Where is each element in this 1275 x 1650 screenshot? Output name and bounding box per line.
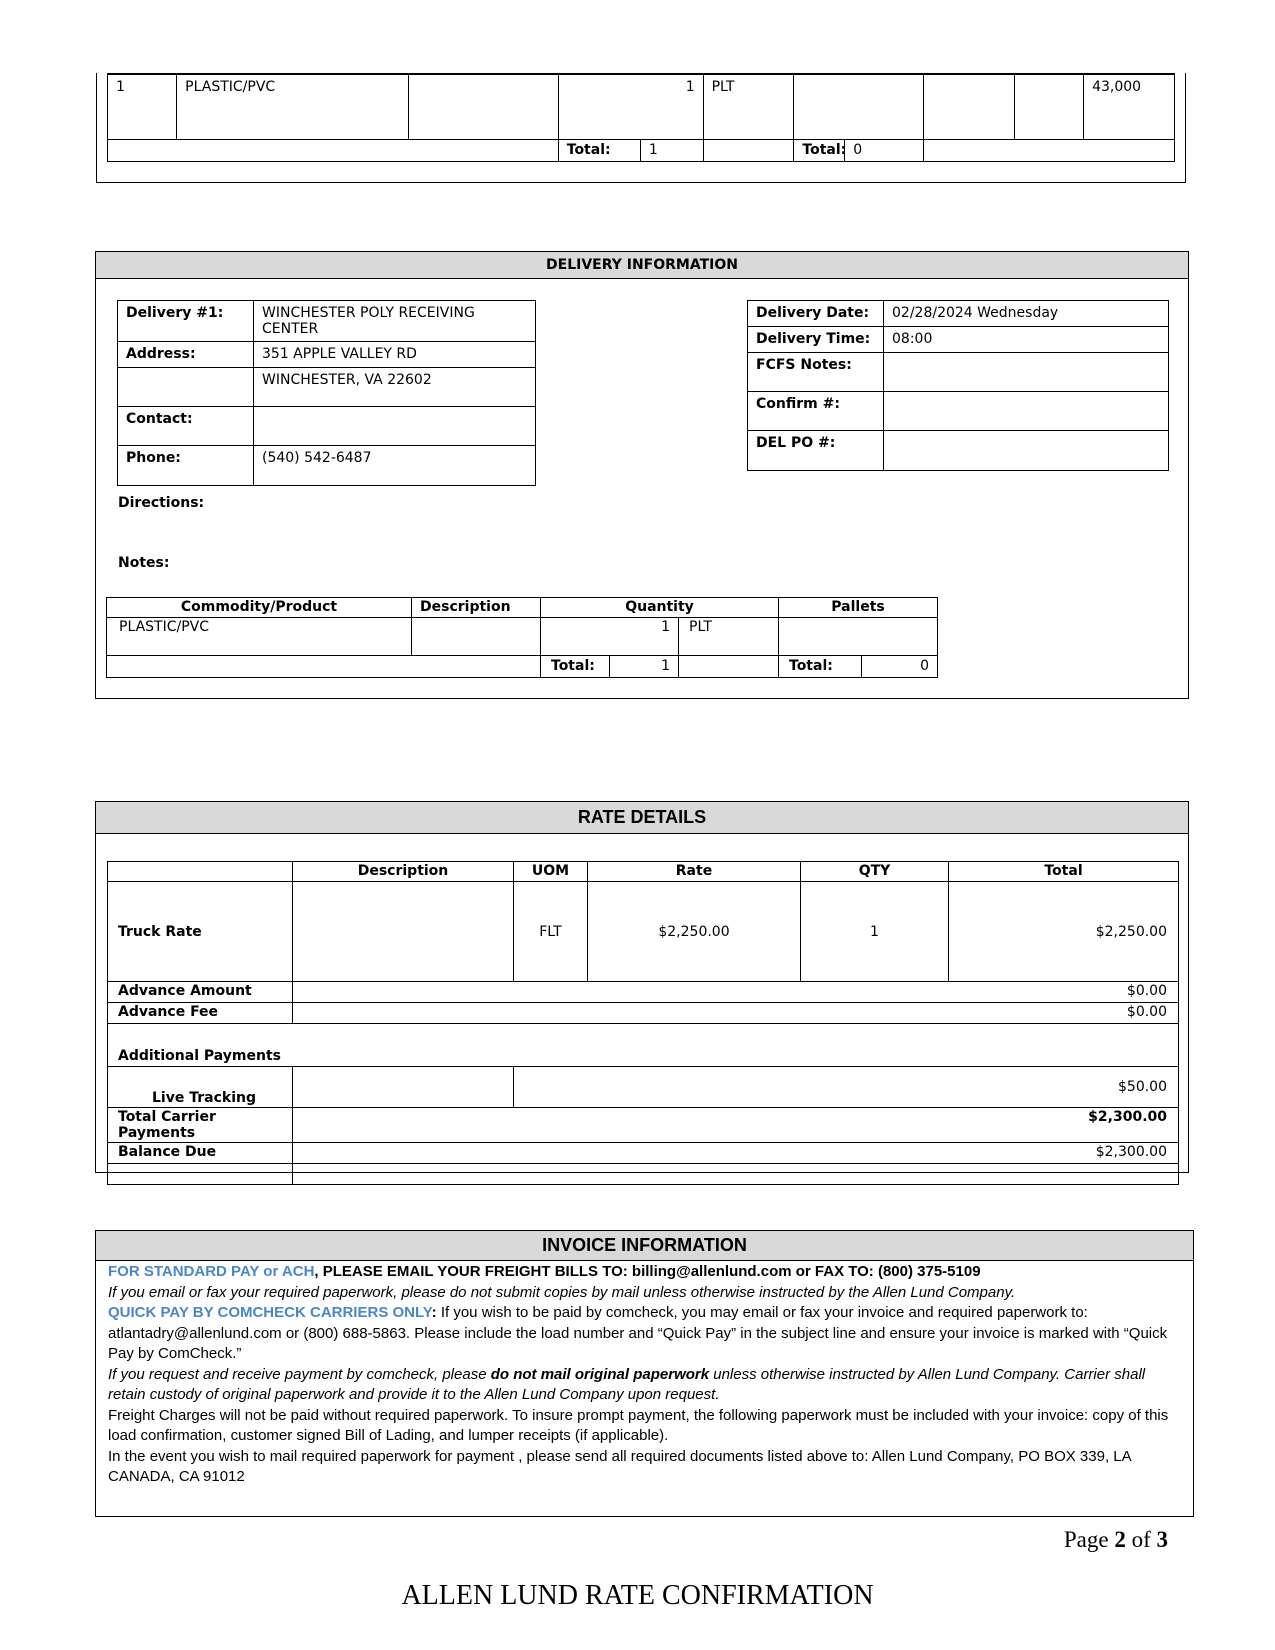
- confirm-label: Confirm #:: [748, 392, 884, 431]
- empty-cell: [118, 368, 254, 407]
- line-number: 1: [108, 74, 177, 139]
- total-carrier-value: $2,300.00: [293, 1108, 1179, 1143]
- total-value: 0: [845, 139, 924, 161]
- empty-cell: [924, 74, 1015, 139]
- page-indicator: Page 2 of 3: [1063, 1527, 1168, 1552]
- fcfs-notes-label: FCFS Notes:: [748, 353, 884, 392]
- balance-due-value: $2,300.00: [293, 1143, 1179, 1164]
- unit-cell: PLT: [679, 618, 779, 656]
- confirm-value: [884, 392, 1169, 431]
- delivery-right-table: [747, 300, 1169, 471]
- additional-payments-label: Additional Payments: [108, 1024, 1179, 1067]
- total-value: 1: [640, 139, 703, 161]
- total-value: 1: [610, 656, 679, 678]
- delivery-commodity-table: [106, 597, 938, 678]
- document-title: ALLEN LUND RATE CONFIRMATION: [401, 1580, 874, 1611]
- total-value: 0: [862, 656, 938, 678]
- balance-due-label: Balance Due: [108, 1143, 293, 1164]
- invoice-panel: [95, 1230, 1194, 1517]
- advance-fee-row: [108, 1003, 1179, 1024]
- invoice-standard-pay: FOR STANDARD PAY or ACH, PLEASE EMAIL YOUR FREIGHT BILLS TO: billing@allenlund.com or FAX TO: (800) 375-5109: [108, 1263, 981, 1280]
- invoice-header: INVOICE INFORMATION: [96, 1231, 1193, 1261]
- directions-label: Directions:: [118, 495, 205, 511]
- truck-rate-total: $2,250.00: [949, 882, 1179, 982]
- col-uom: UOM: [514, 862, 588, 882]
- col-description: Description: [293, 862, 514, 882]
- invoice-quick-pay: QUICK PAY BY COMCHECK CARRIERS ONLY: If you wish to be paid by comcheck, you may email or fax your invoice and required paperwork to: atlantadry@allenlund.com or (800) 688-5863. Please include the load number and “Quick Pay” in the subject line and ensure your invoice is marked with “Quick Pay by ComCheck.”: [108, 1304, 1168, 1362]
- empty-cell: [108, 862, 293, 882]
- rate-header-row: [108, 862, 1179, 882]
- truck-rate-rate: $2,250.00: [588, 882, 801, 982]
- col-rate: Rate: [588, 862, 801, 882]
- delivery-commodity-row: [107, 618, 938, 656]
- advance-fee-label: Advance Fee: [108, 1003, 293, 1024]
- total-label: Total:: [779, 656, 862, 678]
- live-tracking-value: $50.00: [514, 1067, 1179, 1108]
- delivery-date-label: Delivery Date:: [748, 301, 884, 327]
- top-commodity-total-row: [108, 139, 1175, 161]
- qty-cell: 1: [541, 618, 679, 656]
- total-label: Total:: [558, 139, 640, 161]
- empty-row: [108, 1164, 1179, 1185]
- description-cell: [408, 74, 558, 139]
- empty-cell: [293, 1067, 514, 1108]
- col-commodity: Commodity/Product: [107, 598, 412, 618]
- address-line1: 351 APPLE VALLEY RD: [254, 342, 536, 368]
- total-label: Total:: [794, 139, 845, 161]
- empty-cell: [1014, 74, 1083, 139]
- truck-rate-qty: 1: [801, 882, 949, 982]
- truck-rate-label: Truck Rate: [108, 882, 293, 982]
- pallets-cell: [794, 74, 924, 139]
- delivery-date-value: 02/28/2024 Wednesday: [884, 301, 1169, 327]
- qty-cell: 1: [558, 74, 703, 139]
- empty-cell: [679, 656, 779, 678]
- truck-rate-description: [293, 882, 514, 982]
- notes-label: Notes:: [118, 555, 170, 571]
- invoice-paperwork-note: Freight Charges will not be paid without required paperwork. To insure prompt payment, the following paperwork must be included with your invoice: copy of this load confirmation, customer signed Bill of Lading, and lumper receipts (if applicable).: [108, 1406, 1169, 1444]
- description-cell: [412, 618, 541, 656]
- delivery-header: DELIVERY INFORMATION: [96, 252, 1188, 279]
- contact-value: [254, 407, 536, 446]
- address-line2: WINCHESTER, VA 22602: [254, 368, 536, 407]
- fcfs-notes-value: [884, 353, 1169, 392]
- invoice-mail-address: In the event you wish to mail required paperwork for payment , please send all required documents listed above to: Allen Lund Company, PO BOX 339, LA CANADA, CA 91012: [108, 1447, 1131, 1485]
- advance-amount-value: $0.00: [293, 982, 1179, 1003]
- empty-cell: [703, 139, 794, 161]
- delivery-name: WINCHESTER POLY RECEIVING CENTER: [254, 301, 536, 342]
- delivery-commodity-total-row: [107, 656, 938, 678]
- rate-table: [107, 861, 1179, 1185]
- empty-cell: [108, 139, 559, 161]
- phone-value: (540) 542-6487: [254, 446, 536, 486]
- top-commodity-row: [108, 74, 1175, 139]
- delivery-commodity-header: [107, 598, 938, 618]
- phone-label: Phone:: [118, 446, 254, 486]
- product-cell: PLASTIC/PVC: [177, 74, 408, 139]
- total-carrier-row: [108, 1108, 1179, 1143]
- advance-fee-value: $0.00: [293, 1003, 1179, 1024]
- additional-payments-row: [108, 1024, 1179, 1067]
- empty-cell: [108, 1164, 293, 1185]
- live-tracking-label: Live Tracking: [108, 1067, 293, 1108]
- advance-amount-row: [108, 982, 1179, 1003]
- invoice-body: [96, 1261, 1193, 1488]
- col-description: Description: [412, 598, 541, 618]
- col-pallets: Pallets: [779, 598, 938, 618]
- del-po-value: [884, 431, 1169, 471]
- unit-cell: PLT: [703, 74, 794, 139]
- advance-amount-label: Advance Amount: [108, 982, 293, 1003]
- del-po-label: DEL PO #:: [748, 431, 884, 471]
- contact-label: Contact:: [118, 407, 254, 446]
- total-label: Total:: [541, 656, 610, 678]
- delivery-label: Delivery #1:: [118, 301, 254, 342]
- balance-due-row: [108, 1143, 1179, 1164]
- weight-cell: 43,000: [1084, 74, 1175, 139]
- rate-header: RATE DETAILS: [96, 802, 1188, 834]
- address-label: Address:: [118, 342, 254, 368]
- delivery-left-table: [117, 300, 536, 486]
- col-quantity: Quantity: [541, 598, 779, 618]
- empty-cell: [107, 656, 541, 678]
- invoice-comcheck-note: If you request and receive payment by comcheck, please do not mail original paperwork unless otherwise instructed by Allen Lund Company. Carrier shall retain custody of original paperwork and provide it to the Allen Lund Company upon request.: [108, 1365, 1146, 1403]
- empty-cell: [293, 1164, 1179, 1185]
- delivery-time-label: Delivery Time:: [748, 327, 884, 353]
- total-carrier-label: Total Carrier Payments: [108, 1108, 293, 1143]
- truck-rate-row: [108, 882, 1179, 982]
- live-tracking-row: [108, 1067, 1179, 1108]
- product-cell: PLASTIC/PVC: [107, 618, 412, 656]
- truck-rate-uom: FLT: [514, 882, 588, 982]
- invoice-email-note: If you email or fax your required paperwork, please do not submit copies by mail unless otherwise instructed by the Allen Lund Company.: [108, 1283, 1016, 1301]
- top-commodity-table: [107, 73, 1175, 162]
- col-qty: QTY: [801, 862, 949, 882]
- empty-cell: [924, 139, 1175, 161]
- delivery-time-value: 08:00: [884, 327, 1169, 353]
- col-total: Total: [949, 862, 1179, 882]
- pallets-cell: [779, 618, 938, 656]
